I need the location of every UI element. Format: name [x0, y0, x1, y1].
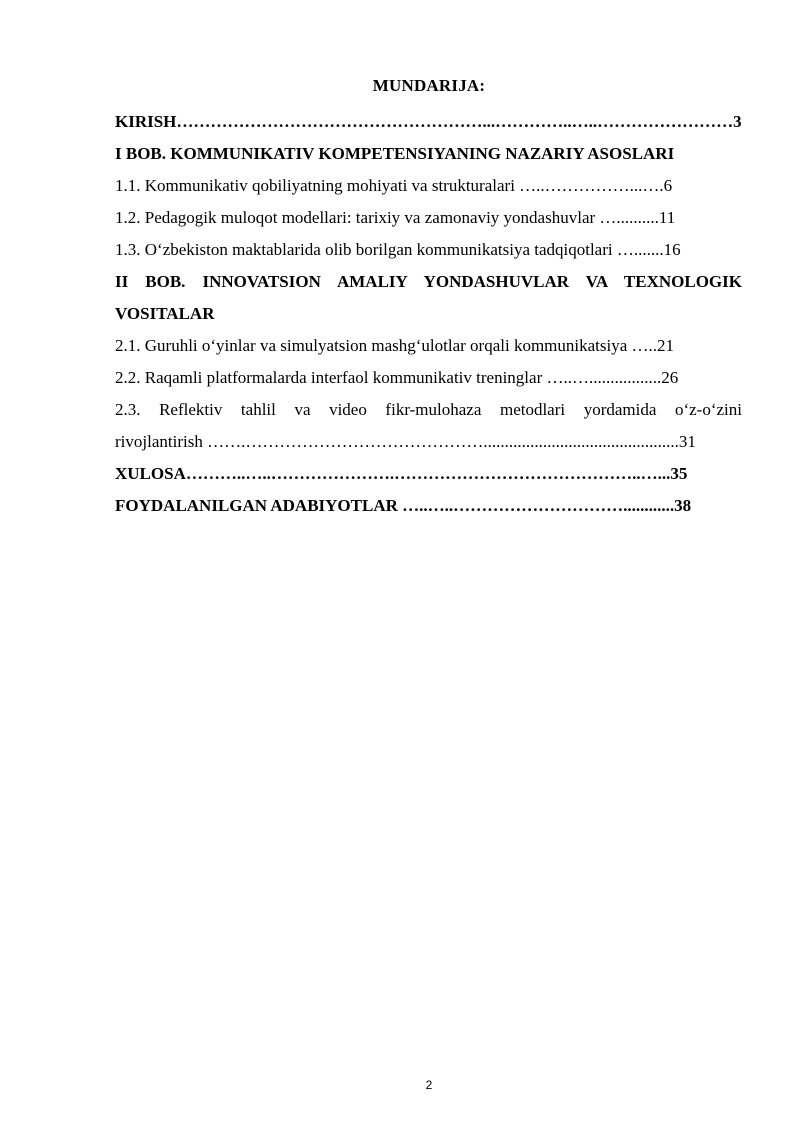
toc-chapter-2-heading-line-2: VOSITALAR	[115, 304, 215, 323]
toc-entry-1-3[interactable]: 1.3. O‘zbekiston maktablarida olib borilgan kommunikatsiya tadqiqotlari ….......16	[115, 240, 681, 259]
toc-entry-1-2[interactable]: 1.2. Pedagogik muloqot modellari: tarixiy va zamonaviy yondashuvlar …..........11	[115, 208, 676, 227]
page-number: 2	[425, 1078, 433, 1092]
toc-entry-xulosa[interactable]: XULOSA………..…..………………….……………………………………..…...35	[115, 464, 688, 483]
toc-entry-adabiyotlar[interactable]: FOYDALANILGAN ADABIYOTLAR …..…..…………………………............38	[115, 496, 692, 515]
toc-entry-2-1[interactable]: 2.1. Guruhli o‘yinlar va simulyatsion mashg‘ulotlar orqali kommunikatsiya …..21	[115, 336, 675, 355]
toc-chapter-1-heading[interactable]: I BOB. KOMMUNIKATIV KOMPETENSIYANING NAZARIY ASOSLARI	[115, 144, 675, 163]
toc-entry-2-3-line-1: 2.3. Reflektiv tahlil va video fikr-mulohaza metodlari yordamida o‘z-o‘zini	[115, 400, 742, 419]
toc-chapter-2-heading-line-1: II BOB. INNOVATSION AMALIY YONDASHUVLAR VA TEXNOLOGIK	[115, 272, 742, 291]
toc-title: MUNDARIJA:	[372, 76, 486, 95]
toc-entry-1-1[interactable]: 1.1. Kommunikativ qobiliyatning mohiyati va strukturalari …..……………...….6	[115, 176, 673, 195]
table-of-contents	[115, 106, 742, 522]
toc-entry-2-3[interactable]	[115, 394, 742, 458]
toc-chapter-2-heading[interactable]	[115, 266, 742, 330]
toc-entry-kirish[interactable]: KIRISH………………………………………………...…………..…..……………………3	[115, 112, 742, 131]
toc-entry-2-3-line-2: rivojlantirish …….……………………………………..............................................31	[115, 432, 696, 451]
toc-entry-2-2[interactable]: 2.2. Raqamli platformalarda interfaol kommunikativ treninglar …..….................26	[115, 368, 679, 387]
